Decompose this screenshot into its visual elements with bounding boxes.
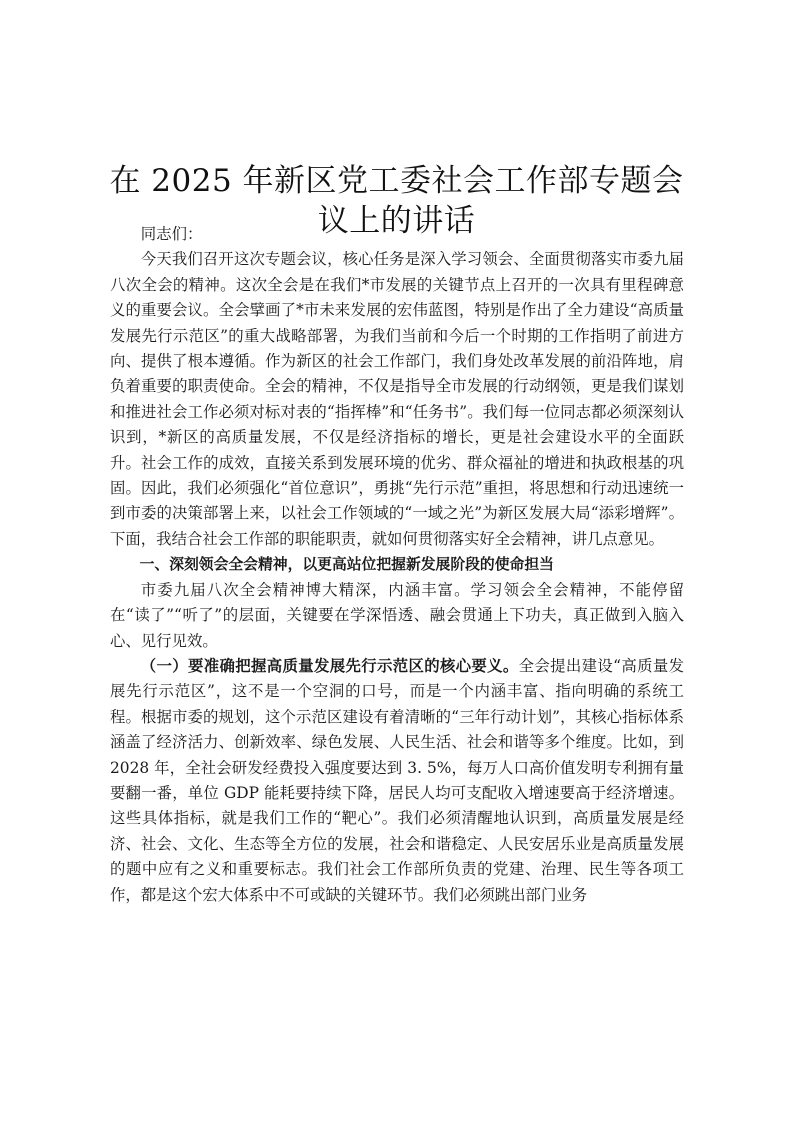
- paragraph-intro: 今天我们召开这次专题会议，核心任务是深入学习领会、全面贯彻落实市委九届八次全会的精神。这次全会是在我们*市发展的关键节点上召开的一次具有里程碑意义的重要会议。全会擘画了*市未来发展的宏伟蓝图，特别是作出了全力建设“高质量发展先行示范区”的重大战略部署，为我们当前和今后一个时期的工作指明了前进方向、提供了根本遵循。作为新区的社会工作部门，我们身处改革发展的前沿阵地，肩负着重要的职责使命。全会的精神，不仅是指导全市发展的行动纲领，更是我们谋划和推进社会工作必须对标对表的“指挥棒”和“任务书”。我们每一位同志都必须深刻认识到，*新区的高质量发展，不仅是经济指标的增长，更是社会建设水平的全面跃升。社会工作的成效，直接关系到发展环境的优劣、群众福祉的增进和执政根基的巩固。因此，我们必须强化“首位意识”，勇挑“先行示范”重担，将思想和行动迅速统一到市委的决策部署上来，以社会工作领域的“一域之光”为新区发展大局“添彩增辉”。下面，我结合社会工作部的职能职责，就如何贯彻落实好全会精神，讲几点意见。: [110, 250, 684, 548]
- paragraph-subsection-1: [110, 654, 684, 908]
- paragraph-section-1-intro: 市委九届八次全会精神博大精深，内涵丰富。学习领会全会精神，不能停留在“读了”“听了”的层面，关键要在学深悟透、融会贯通上下功夫，真正做到入脑入心、见行见效。: [110, 580, 684, 650]
- subsection-heading-1: （一）要准确把握高质量发展先行示范区的核心要义。: [140, 656, 519, 675]
- subsection-1-text: 全会提出建设“高质量发展先行示范区”，这不是一个空洞的口号，而是一个内涵丰富、指向明确的系统工程。根据市委的规划，这个示范区建设有着清晰的“三年行动计划”，其核心指标体系涵盖了经济活力、创新效率、绿色发展、人民生活、社会和谐等多个维度。比如，到 2028 年，全社会研发经费投入强度要达到 3. 5%，每万人口高价值发明专利拥有量要翻一番，单位 GDP 能耗要持续下降，居民人均可支配收入增速要高于经济增速。这些具体指标，就是我们工作的“靶心”。我们必须清醒地认识到，高质量发展是经济、社会、文化、生态等全方位的发展，社会和谐稳定、人民安居乐业是高质量发展的题中应有之义和重要标志。我们社会工作部所负责的党建、治理、民生等各项工作，都是这个宏大体系中不可或缺的关键环节。我们必须跳出部门业务: [110, 656, 684, 904]
- section-heading-1: 一、深刻领会全会精神，以更高站位把握新发展阶段的使命担当: [139, 556, 554, 574]
- document-body: [110, 222, 684, 908]
- salutation: 同志们：: [140, 225, 203, 243]
- document-title: 在 2025 年新区党工委社会工作部专题会议上的讲话: [109, 162, 684, 239]
